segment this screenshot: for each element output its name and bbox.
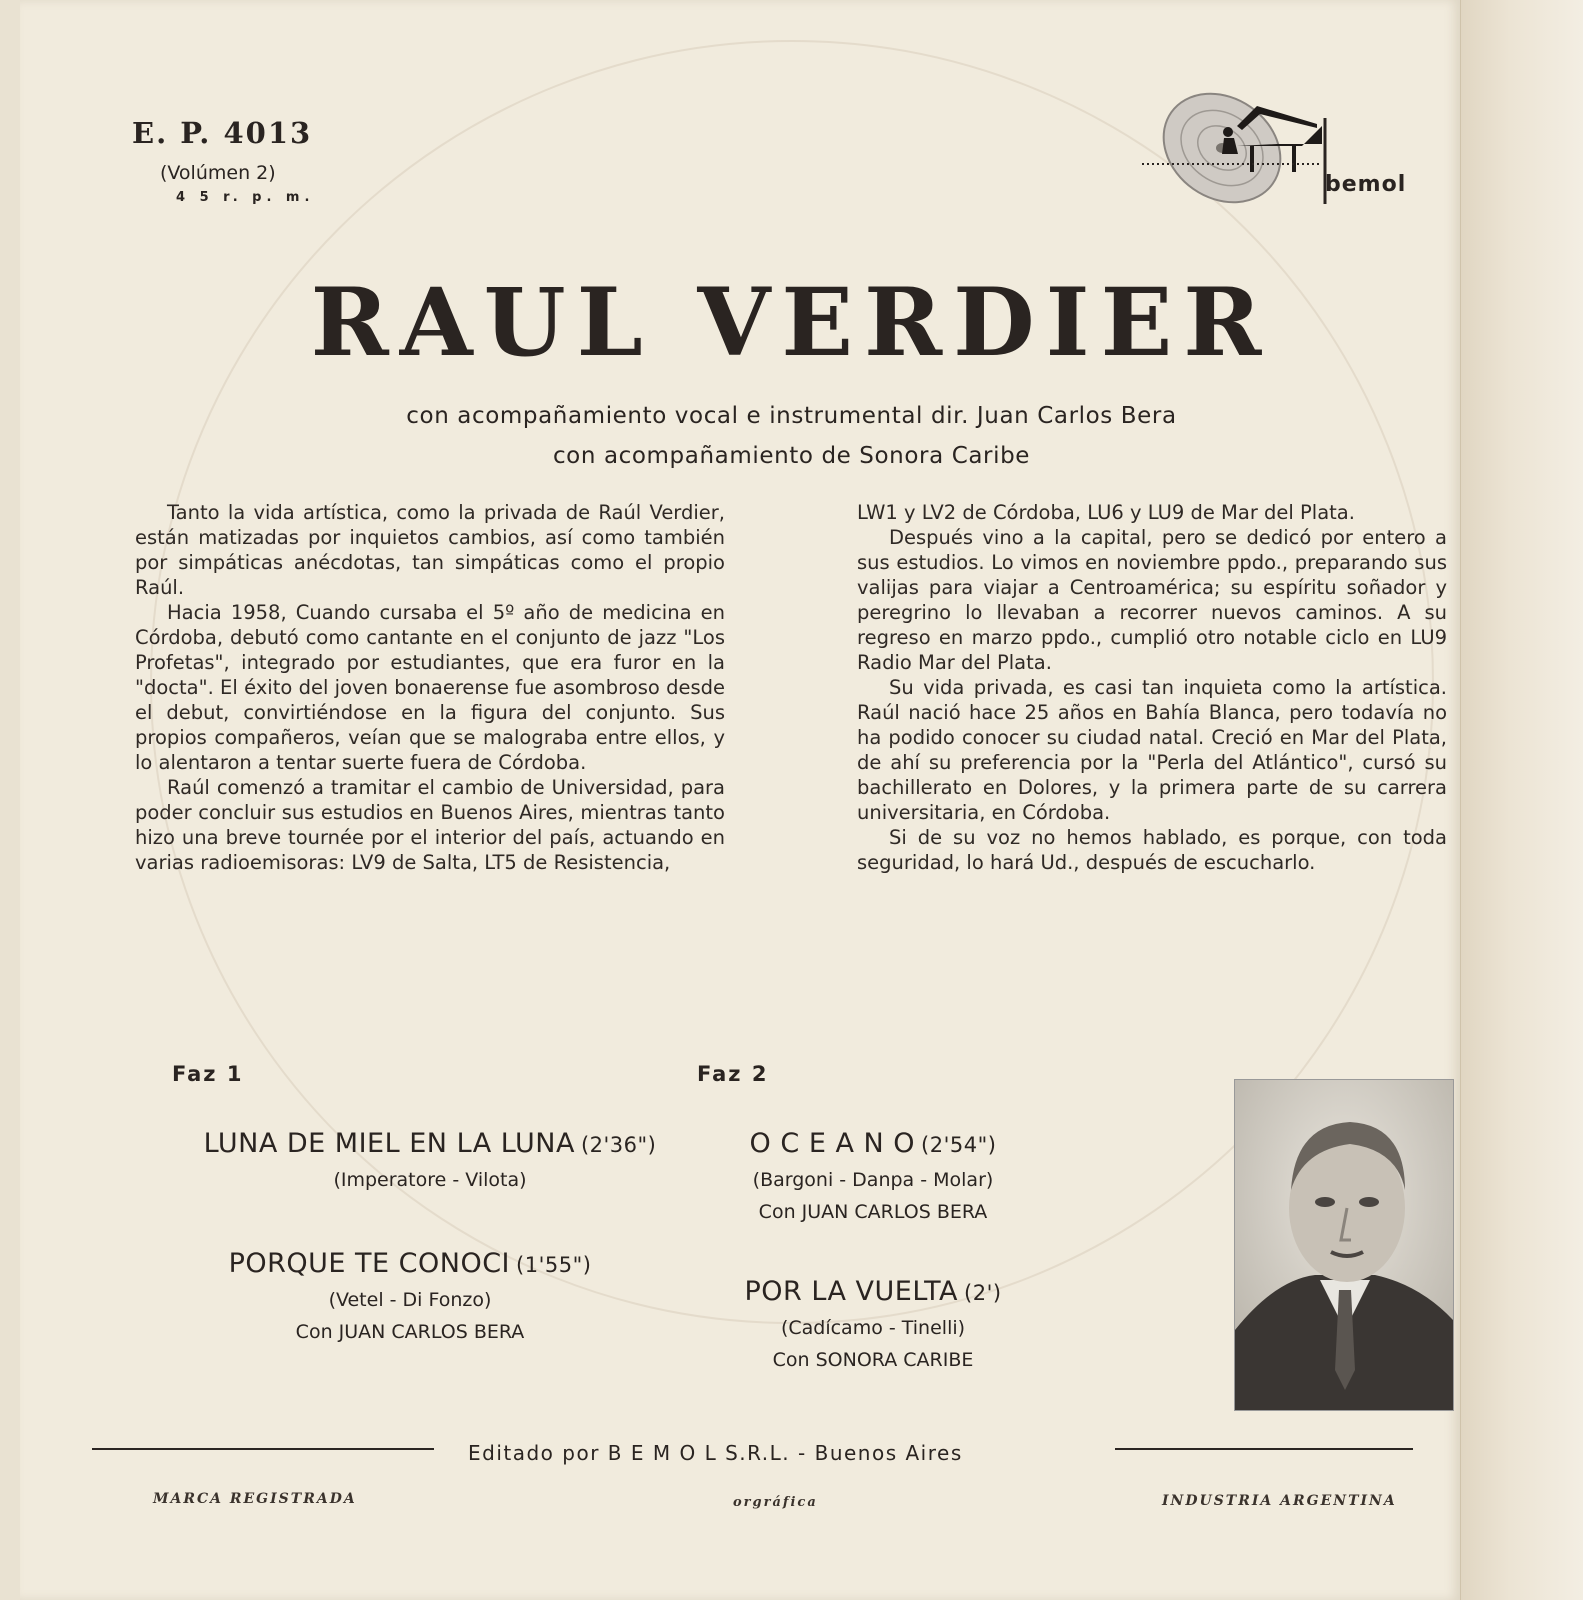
- footer-rule-right: [1115, 1448, 1413, 1450]
- track-duration: (2'36"): [580, 1133, 657, 1157]
- bio-paragraph: LW1 y LV2 de Córdoba, LU6 y LU9 de Mar del Plata.: [857, 501, 1355, 524]
- bio-paragraph: Su vida privada, es casi tan inquieta como la artística. Raúl nació hace 25 años en Bahía Blanca, pero todavía no ha podido conocer su ciudad natal. Creció en Mar del Plata, de ahí su preferencia por la "Perla del Atlántico", cursó su bachillerato en Dolores, y la primera parte de su carrera universitaria, en Córdoba.: [857, 676, 1447, 824]
- track-authors: (Cadícamo - Tinelli): [780, 1317, 966, 1339]
- track-authors: (Bargoni - Danpa - Molar): [752, 1169, 994, 1191]
- bio-column-right: [857, 500, 1447, 875]
- bio-paragraph: Después vino a la capital, pero se dedicó por entero a sus estudios. Lo vimos en noviembre ppdo., preparando sus valijas para viajar a Centroamérica; su espíritu soñador y peregrino lo llevaban a recorrer nuevos caminos. A su regreso en marzo ppdo., cumplió otro notable ciclo en LU9 Radio Mar del Plata.: [857, 526, 1447, 674]
- track-accompaniment: Con JUAN CARLOS BERA: [758, 1201, 988, 1223]
- bemol-logo-text: bemol: [1325, 172, 1407, 197]
- track-side2-1: [718, 1128, 1028, 1223]
- track-duration: (1'55"): [516, 1253, 592, 1277]
- track-side1-2: [195, 1248, 625, 1343]
- side-1-label: Faz 1: [172, 1062, 244, 1086]
- track-authors: (Imperatore - Vilota): [333, 1169, 527, 1191]
- track-side2-2: [718, 1276, 1028, 1371]
- track-title: O C E A N O: [749, 1128, 916, 1159]
- catalog-number: E. P. 4013: [132, 116, 313, 150]
- footer-rule-left: [92, 1448, 434, 1450]
- track-title: POR LA VUELTA: [744, 1276, 959, 1307]
- track-authors: (Vetel - Di Fonzo): [328, 1289, 492, 1311]
- footer-origin: INDUSTRIA ARGENTINA: [1162, 1493, 1397, 1509]
- volume-label: (Volúmen 2): [160, 162, 276, 184]
- bio-column-left: [135, 500, 725, 875]
- bio-paragraph: Si de su voz no hemos hablado, es porque, con toda seguridad, lo hará Ud., después de escucharlo.: [857, 826, 1447, 874]
- track-title: LUNA DE MIEL EN LA LUNA: [203, 1128, 575, 1159]
- artist-photo: [1234, 1079, 1454, 1411]
- track-accompaniment: Con SONORA CARIBE: [772, 1349, 974, 1371]
- speed-label: 4 5 r. p. m.: [176, 190, 315, 205]
- track-duration: (2'): [964, 1281, 1002, 1305]
- subtitle-line-2: con acompañamiento de Sonora Caribe: [552, 443, 1031, 469]
- bio-paragraph: Raúl comenzó a tramitar el cambio de Universidad, para poder concluir sus estudios en Buenos Aires, mientras tanto hizo una breve tournée por el interior del país, actuando en varias radioemisoras: LV9 de Salta, LT5 de Resistencia,: [135, 776, 725, 874]
- bio-paragraph: Tanto la vida artística, como la privada de Raúl Verdier, están matizadas por inquietos cambios, así como también por simpáticas anécdotas, tan simpáticas como el propio Raúl.: [135, 501, 725, 599]
- sleeve-fold: [1460, 0, 1583, 1600]
- subtitle-line-1: con acompañamiento vocal e instrumental dir. Juan Carlos Bera: [406, 403, 1177, 429]
- track-accompaniment: Con JUAN CARLOS BERA: [295, 1321, 525, 1343]
- track-side1-1: [195, 1128, 665, 1191]
- side-2-label: Faz 2: [697, 1062, 769, 1086]
- footer-trademark: MARCA REGISTRADA: [153, 1491, 357, 1507]
- footer-printer: orgráfica: [733, 1495, 818, 1510]
- track-duration: (2'54"): [921, 1133, 997, 1157]
- bio-paragraph: Hacia 1958, Cuando cursaba el 5º año de medicina en Córdoba, debutó como cantante en el conjunto de jazz "Los Profetas", integrado por estudiantes, que era furor en la "docta". El éxito del joven bonaerense fue asombroso desde el debut, convirtiéndose en la figura del conjunto. Sus propios compañeros, veían que se malograba entre ellos, y lo alentaron a tentar suerte fuera de Córdoba.: [135, 601, 725, 774]
- artist-name: RAUL VERDIER: [310, 268, 1273, 378]
- track-title: PORQUE TE CONOCI: [228, 1248, 511, 1279]
- publisher-line: Editado por B E M O L S.R.L. - Buenos Aires: [468, 1441, 963, 1465]
